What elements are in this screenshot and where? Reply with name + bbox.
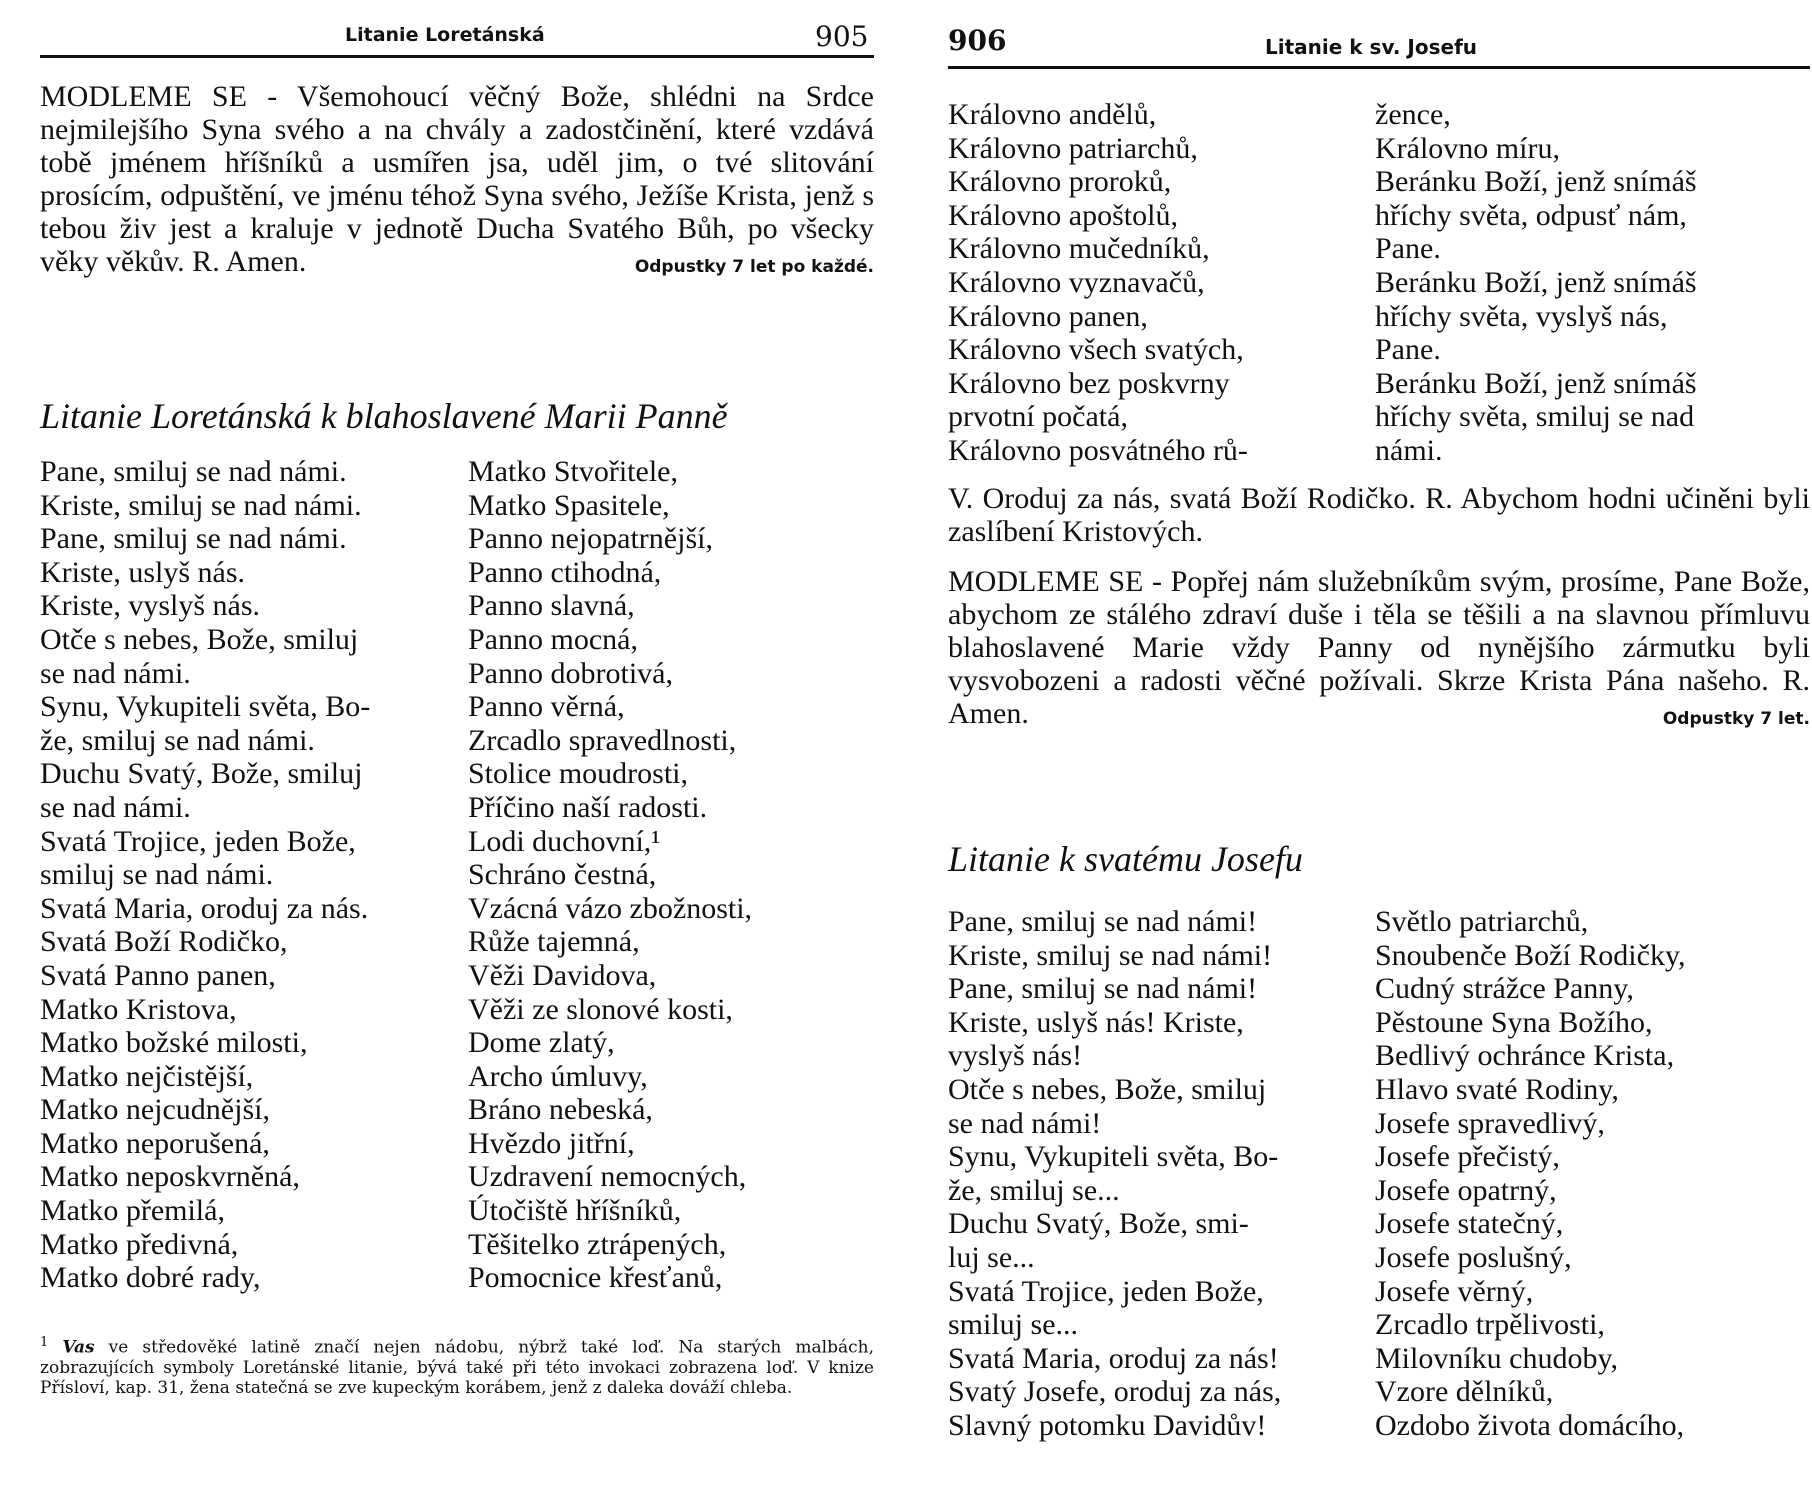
invocation-line: Královno bez poskvrny — [948, 366, 1230, 400]
invocation-line: hříchy světa, vyslyš nás, — [1375, 299, 1668, 333]
invocation-line: Otče s nebes, Bože, smiluj — [948, 1072, 1267, 1106]
litany-column-right — [1375, 98, 1812, 468]
invocation-line: Lodi duchovní,¹ — [468, 824, 661, 858]
invocation-line: hříchy světa, odpusť nám, — [1375, 198, 1687, 232]
invocation-line: Věži Davidova, — [468, 958, 657, 992]
invocation-line: Pane. — [1375, 232, 1441, 266]
invocation-line: vyslyš nás! — [948, 1039, 1083, 1073]
invocation-line: se nad námi. — [40, 790, 191, 824]
invocation-line: Beránku Boží, jenž snímáš — [1375, 366, 1697, 400]
prayer-paragraph — [40, 80, 874, 284]
invocation-line: Svatá Maria, oroduj za nás! — [948, 1341, 1279, 1375]
litany-column-left — [40, 455, 450, 1295]
prayer-lead: MODLEME SE — [948, 565, 1144, 598]
invocation-line: Josefe opatrný, — [1375, 1173, 1557, 1207]
invocation-line: Kriste, smiluj se nad námi! — [948, 938, 1273, 972]
invocation-line: Královno panen, — [948, 299, 1148, 333]
right-page — [930, 0, 1812, 1500]
invocation-line: Beránku Boží, jenž snímáš — [1375, 265, 1697, 299]
invocation-line: Josefe statečný, — [1375, 1207, 1564, 1241]
page-number: 906 — [948, 24, 1007, 57]
invocation-line: Svatá Panno panen, — [40, 958, 276, 992]
invocation-line: Pane, smiluj se nad námi! — [948, 905, 1258, 938]
invocation-line: Matko předivná, — [40, 1227, 239, 1261]
invocation-line: Cudný strážce Panny, — [1375, 972, 1634, 1006]
invocation-line: Duchu Svatý, Bože, smi- — [948, 1207, 1249, 1241]
invocation-line: Kriste, vyslyš nás. — [40, 589, 260, 623]
invocation-line: Matko neporušená, — [40, 1126, 270, 1160]
invocation-line: Josefe spravedlivý, — [1375, 1106, 1605, 1140]
invocation-line: Vzore dělníků, — [1375, 1375, 1554, 1409]
invocation-line: Světlo patriarchů, — [1375, 905, 1589, 938]
invocation-line: Milovníku chudoby, — [1375, 1341, 1619, 1375]
invocation-line: Svatá Trojice, jeden Bože, — [948, 1274, 1264, 1308]
invocation-line: Svatá Maria, oroduj za nás. — [40, 891, 369, 925]
litany-title: Litanie k svatému Josefu — [948, 839, 1303, 879]
invocation-line: Královno všech svatých, — [948, 333, 1244, 367]
invocation-line: Královno andělů, — [948, 98, 1157, 131]
invocation-line: Matko nejčistější, — [40, 1059, 254, 1093]
invocation-line: Hlavo svaté Rodiny, — [1375, 1072, 1619, 1106]
invocation-line: Vzácná vázo zbožnosti, — [468, 891, 753, 925]
invocation-line: Matko božské milosti, — [40, 1026, 308, 1060]
invocation-line: se nad námi! — [948, 1106, 1102, 1140]
invocation-line: smiluj se nad námi. — [40, 858, 274, 892]
invocation-line: prvotní počatá, — [948, 400, 1128, 434]
invocation-line: Matko dobré rady, — [40, 1261, 261, 1295]
invocation-line: Panno ctihodná, — [468, 555, 662, 589]
indulgence-note: Odpustky 7 let po každé. — [634, 257, 874, 277]
invocation-line: Dome zlatý, — [468, 1026, 615, 1060]
invocation-line: Věži ze slonové kosti, — [468, 992, 733, 1026]
invocation-line: Kriste, uslyš nás. — [40, 555, 245, 589]
footnote-lead: Vas — [62, 1337, 95, 1358]
invocation-line: Pane. — [1375, 333, 1441, 367]
invocation-line: Archo úmluvy, — [468, 1059, 648, 1093]
joseph-column-left — [948, 905, 1368, 1443]
invocation-line: Útočiště hříšníků, — [468, 1194, 682, 1228]
invocation-line: Matko Spasitele, — [468, 488, 670, 522]
invocation-line: Pomocnice křesťanů, — [468, 1261, 723, 1295]
invocation-line: že, smiluj se... — [948, 1173, 1120, 1207]
invocation-line: Pane, smiluj se nad námi. — [40, 522, 347, 556]
invocation-line: Schráno čestná, — [468, 858, 657, 892]
invocation-line: Růže tajemná, — [468, 925, 640, 959]
invocation-line: Příčino naší radosti. — [468, 790, 708, 824]
invocation-line: Josefe přečistý, — [1375, 1140, 1560, 1174]
invocation-line: Královno mučedníků, — [948, 232, 1210, 266]
invocation-line: Bráno nebeská, — [468, 1093, 653, 1127]
invocation-line: Uzdravení nemocných, — [468, 1160, 747, 1194]
invocation-line: Stolice moudrosti, — [468, 757, 688, 791]
footnote-text: ve středověké latině značí nejen nádobu, nýbrž také loď. Na starých malbách, zobrazujících symboly Loretánské litanie, bývá také při této invokaci zobrazena loď. V knize Přísloví, kap. 31, žena statečná se zve kupeckým korábem, jenž z daleka dováží chleba. — [40, 1337, 875, 1398]
litany-column-right — [468, 455, 888, 1295]
invocation-line: Josefe věrný, — [1375, 1274, 1534, 1308]
left-page — [0, 0, 900, 1500]
invocation-line: Duchu Svatý, Bože, smiluj — [40, 757, 363, 791]
invocation-line: Matko nejcudnější, — [40, 1093, 270, 1127]
invocation-line: Matko přemilá, — [40, 1194, 225, 1228]
invocation-line: Panno slavná, — [468, 589, 635, 623]
invocation-line: Kriste, uslyš nás! Kriste, — [948, 1005, 1244, 1039]
invocation-line: Těšitelko ztrápených, — [468, 1227, 727, 1261]
invocation-line: Kriste, smiluj se nad námi. — [40, 488, 362, 522]
footnote — [40, 1333, 874, 1398]
invocation-line: Snoubenče Boží Rodičky, — [1375, 938, 1686, 972]
invocation-line: Královno vyznavačů, — [948, 265, 1205, 299]
invocation-line: Královno proroků, — [948, 165, 1172, 199]
litany-title: Litanie Loretánská k blahoslavené Marii Panně — [40, 396, 728, 436]
invocation-line: Ozdobo života domácího, — [1375, 1408, 1685, 1442]
running-head: Litanie Loretánská — [345, 24, 545, 46]
joseph-column-right — [1375, 905, 1812, 1443]
page-number: 905 — [815, 20, 869, 53]
invocation-line: Svatá Boží Rodičko, — [40, 925, 288, 959]
invocation-line: Bedlivý ochránce Krista, — [1375, 1039, 1675, 1073]
running-head: Litanie k sv. Josefu — [1265, 35, 1478, 59]
invocation-line: Matko neposkvrněná, — [40, 1160, 300, 1194]
invocation-line: Královno patriarchů, — [948, 131, 1198, 165]
prayer-paragraph — [948, 565, 1810, 736]
invocation-line: že, smiluj se nad námi. — [40, 723, 315, 757]
invocation-line: Pane, smiluj se nad námi! — [948, 972, 1258, 1006]
indulgence-note: Odpustky 7 let. — [1662, 709, 1810, 729]
invocation-line: Synu, Vykupiteli světa, Bo- — [948, 1140, 1279, 1174]
versicle: V. Oroduj za nás, svatá Boží Rodičko. R. Abychom hodni učiněni byli zaslíbení Kristových. — [948, 482, 1810, 548]
invocation-line: Královno apoštolů, — [948, 198, 1178, 232]
invocation-line: smiluj se... — [948, 1308, 1079, 1342]
invocation-line: Hvězdo jitřní, — [468, 1126, 635, 1160]
prayer-text: - Všemohoucí věčný Bože, shlédni na Srdce nejmilejšího Syna svého a na chvály a zadostčinění, které vzdává tobě jménem hříšníků a usmířen jsa, uděl jim, o tvé slitování prosícím, odpuštění, ve jménu téhož Syna svého, Ježíše Krista, jenž s tebou živ jest a kraluje v jednotě Ducha Svatého Bůh, po všecky věky věkův. R. Amen. — [40, 80, 874, 278]
invocation-line: Matko Kristova, — [40, 992, 237, 1026]
invocation-line: Slavný potomku Davidův! — [948, 1408, 1267, 1442]
invocation-line: Synu, Vykupiteli světa, Bo- — [40, 690, 371, 724]
invocation-line: Beránku Boží, jenž snímáš — [1375, 165, 1697, 199]
invocation-line: Pane, smiluj se nad námi. — [40, 455, 347, 488]
invocation-line: Pěstoune Syna Božího, — [1375, 1005, 1653, 1039]
invocation-line: Svatá Trojice, jeden Bože, — [40, 824, 356, 858]
invocation-line: námi. — [1375, 433, 1443, 467]
invocation-line: žence, — [1375, 98, 1451, 131]
invocation-line: Panno dobrotivá, — [468, 656, 673, 690]
header-rule — [948, 66, 1810, 69]
invocation-line: Josefe poslušný, — [1375, 1240, 1572, 1274]
invocation-line: Zrcadlo spravedlnosti, — [468, 723, 737, 757]
footnote-mark: 1 — [40, 1335, 49, 1350]
prayer-lead: MODLEME SE — [40, 80, 247, 113]
invocation-line: hříchy světa, smiluj se nad — [1375, 400, 1695, 434]
invocation-line: Zrcadlo trpělivosti, — [1375, 1308, 1605, 1342]
invocation-line: luj se... — [948, 1240, 1035, 1274]
prayer-text: - Popřej nám služebníkům svým, prosíme, Pane Bože, abychom ze stálého zdraví duše i těla se těšili a na slavnou přímluvu blahoslavené Marie vždy Panny od nynějšího zármutku byli vysvobozeni a radosti věčné požívali. Skrze Krista Pána našeho. R. Amen. — [948, 565, 1810, 730]
invocation-line: Panno mocná, — [468, 622, 638, 656]
invocation-line: Panno nejopatrnější, — [468, 522, 713, 556]
header-rule — [40, 55, 874, 58]
invocation-line: Královno posvátného rů- — [948, 433, 1248, 467]
invocation-line: se nad námi. — [40, 656, 191, 690]
invocation-line: Královno míru, — [1375, 131, 1560, 165]
invocation-line: Otče s nebes, Bože, smiluj — [40, 622, 359, 656]
invocation-line: Svatý Josefe, oroduj za nás, — [948, 1375, 1282, 1409]
litany-column-left — [948, 98, 1368, 468]
invocation-line: Matko Stvořitele, — [468, 455, 678, 488]
invocation-line: Panno věrná, — [468, 690, 625, 724]
